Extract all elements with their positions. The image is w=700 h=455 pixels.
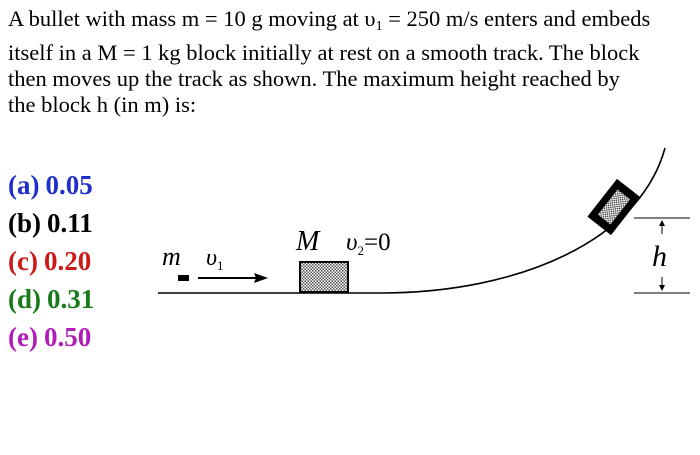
- bullet-velocity-label: $\upsilon_1$: [206, 245, 224, 273]
- question-line-4: the block h (in m) is:: [8, 92, 197, 117]
- choice-b[interactable]: (b) 0.11: [8, 208, 93, 238]
- bullet-mass-label: m: [162, 242, 181, 271]
- raised-block: [587, 179, 640, 235]
- choice-a[interactable]: (a) 0.05: [8, 170, 93, 200]
- question-line-2: itself in a M = 1 kg block initially at rest on a smooth track. The block: [8, 40, 640, 65]
- choice-c[interactable]: (c) 0.20: [8, 246, 92, 276]
- arrow-down-icon: [659, 285, 665, 291]
- arrow-up-icon: [659, 220, 665, 226]
- height-label: h: [652, 240, 667, 273]
- track-curve: [158, 148, 665, 293]
- block-mass-label: M: [296, 226, 320, 257]
- arrow-head-icon: [254, 273, 268, 283]
- choice-e[interactable]: (e) 0.50: [8, 322, 92, 352]
- bullet: [178, 275, 189, 281]
- block: [300, 262, 348, 292]
- question-line-3: then moves up the track as shown. The maximum height reached by: [8, 66, 620, 91]
- block-velocity-label: $\upsilon_2=0$: [346, 229, 391, 258]
- choice-d[interactable]: (d) 0.31: [8, 284, 95, 314]
- question-line-1: A bullet with mass m = 10 g moving at $\upsilon_1 = 250$ m/s enters and embeds: [8, 6, 651, 34]
